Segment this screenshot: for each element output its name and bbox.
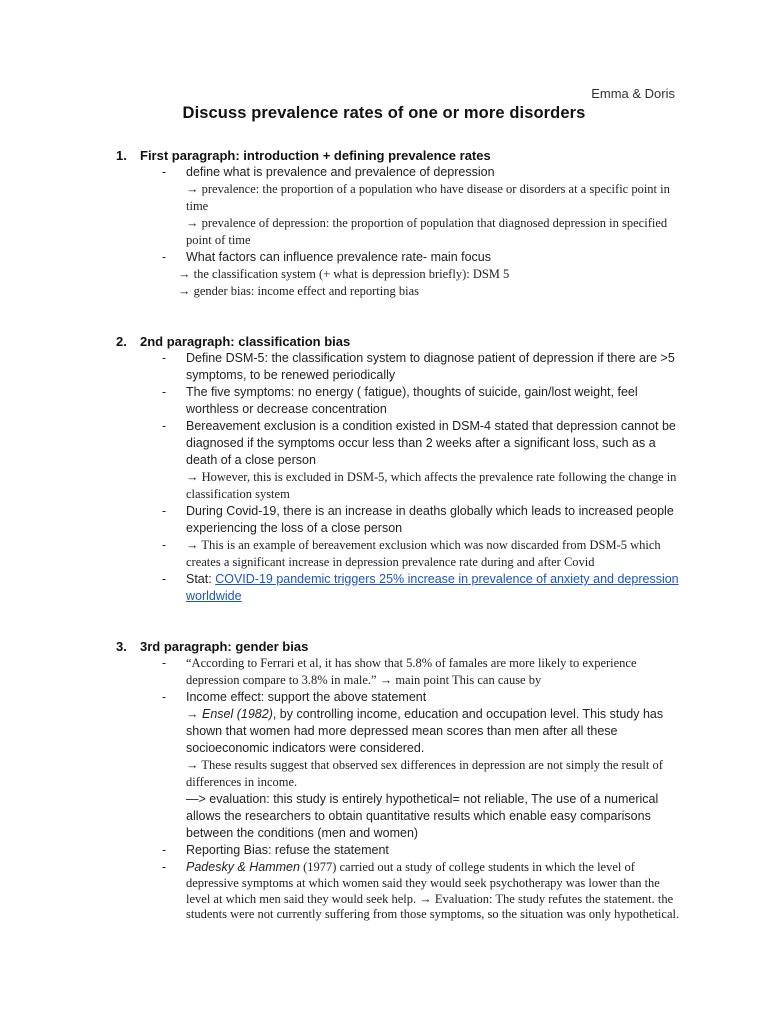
citation: Padesky & Hammen — [186, 860, 300, 874]
item-subtext: —> evaluation: this study is entirely hypothetical= not reliable, The use of a numerical allows the researchers to obtain quantitative results which enable easy comparisons between the conditions (men and women) — [186, 792, 659, 840]
bullet-dash: - — [162, 690, 167, 704]
section-2-heading — [116, 333, 686, 350]
item-text: Reporting Bias: refuse the statement — [186, 843, 389, 857]
bullet-dash: - — [162, 504, 167, 518]
list-item — [116, 384, 686, 418]
authors: Emma & Doris — [591, 86, 675, 101]
list-item — [116, 503, 686, 537]
bullet-dash: - — [162, 843, 167, 857]
section-number: 3. — [116, 639, 127, 654]
item-subtext: → However, this is excluded in DSM-5, which affects the prevalence rate following the change in classification system — [186, 470, 677, 501]
stat-prefix: Stat: — [186, 572, 216, 586]
item-subtext: → gender bias: income effect and reporting bias — [178, 284, 420, 298]
bullet-dash: - — [162, 385, 167, 399]
item-subtext: → the classification system (+ what is depression briefly): DSM 5 — [178, 267, 510, 281]
list-item — [116, 842, 686, 859]
bullet-dash: - — [162, 656, 167, 670]
section-3 — [116, 638, 686, 923]
bullet-dash: - — [162, 250, 167, 264]
page-title: Discuss prevalence rates of one or more disorders — [182, 104, 586, 122]
section-number: 1. — [116, 148, 127, 163]
stat-link[interactable]: COVID-19 pandemic triggers 25% increase in prevalence of anxiety and depression worldwide — [186, 572, 679, 603]
item-text: During Covid-19, there is an increase in deaths globally which leads to increased people experiencing the loss of a close person — [186, 504, 674, 535]
list-item — [116, 164, 686, 249]
bullet-dash: - — [162, 419, 167, 433]
item-text: “According to Ferrari et al, it has show that 5.8% of famales are more likely to experience depression compare to 3.8% in male.” → main point This can cause by — [186, 656, 637, 687]
item-text: The five symptoms: no energy ( fatigue), thoughts of suicide, gain/lost weight, feel worthless or decrease concentration — [186, 385, 638, 416]
bullet-dash: - — [162, 351, 167, 365]
citation-text: (1977) carried out a study of college students in which the level of depressive symptoms at which women said they would seek psychotherapy was lower than the level at which men said they would seek help. → Evaluation: The study refutes the statement. the students were not currently suffering from those symptoms, so the situation was only hypothetical. — [186, 860, 680, 921]
item-text — [186, 859, 686, 923]
item-subtext: → prevalence of depression: the proportion of population that diagnosed depression in specified point of time — [186, 216, 668, 247]
bullet-dash: - — [162, 538, 167, 552]
bullet-dash: - — [162, 572, 167, 586]
item-text: Income effect: support the above statement — [186, 690, 427, 704]
list-item — [116, 537, 686, 571]
section-2 — [116, 333, 686, 605]
list-item — [116, 571, 686, 605]
list-item — [116, 859, 686, 923]
heading-text: 2nd paragraph: classification bias — [140, 334, 351, 349]
section-1-heading — [116, 147, 686, 164]
item-subtext: → prevalence: the proportion of a population who have disease or disorders at a specific point in time — [186, 182, 670, 213]
section-number: 2. — [116, 334, 127, 349]
heading-text: First paragraph: introduction + defining prevalence rates — [140, 148, 491, 163]
list-item — [116, 350, 686, 384]
item-subtext: → These results suggest that observed sex differences in depression are not simply the result of differences in income. — [186, 758, 663, 789]
item-text — [186, 571, 686, 605]
list-item — [116, 655, 686, 689]
item-text: → This is an example of bereavement exclusion which was now discarded from DSM-5 which creates a significant increase in depression prevalence rate during and after Covid — [186, 538, 661, 569]
bullet-dash: - — [162, 860, 167, 874]
item-text: Bereavement exclusion is a condition existed in DSM-4 stated that depression cannot be diagnosed if the symptoms occur less than 2 weeks after a significant loss, such as a death of a close person — [186, 419, 676, 467]
arrow: → — [186, 707, 202, 721]
list-item — [116, 249, 686, 266]
heading-text: 3rd paragraph: gender bias — [140, 639, 309, 654]
citation-text: , by controlling income, education and occupation level. This study has shown that women had more depressed mean scores than men after all these socioeconomic indicators were considered. — [186, 707, 664, 755]
item-text: Define DSM-5: the classification system to diagnose patient of depression if there are >5 symptoms, to be renewed periodically — [186, 351, 675, 382]
section-3-heading — [116, 638, 686, 655]
item-subtext — [186, 706, 686, 757]
section-1 — [116, 147, 686, 300]
item-text: What factors can influence prevalence rate- main focus — [186, 250, 492, 264]
item-text: define what is prevalence and prevalence of depression — [186, 165, 495, 179]
bullet-dash: - — [162, 165, 167, 179]
list-item — [116, 418, 686, 503]
citation: Ensel (1982) — [201, 707, 273, 721]
list-item — [116, 689, 686, 842]
